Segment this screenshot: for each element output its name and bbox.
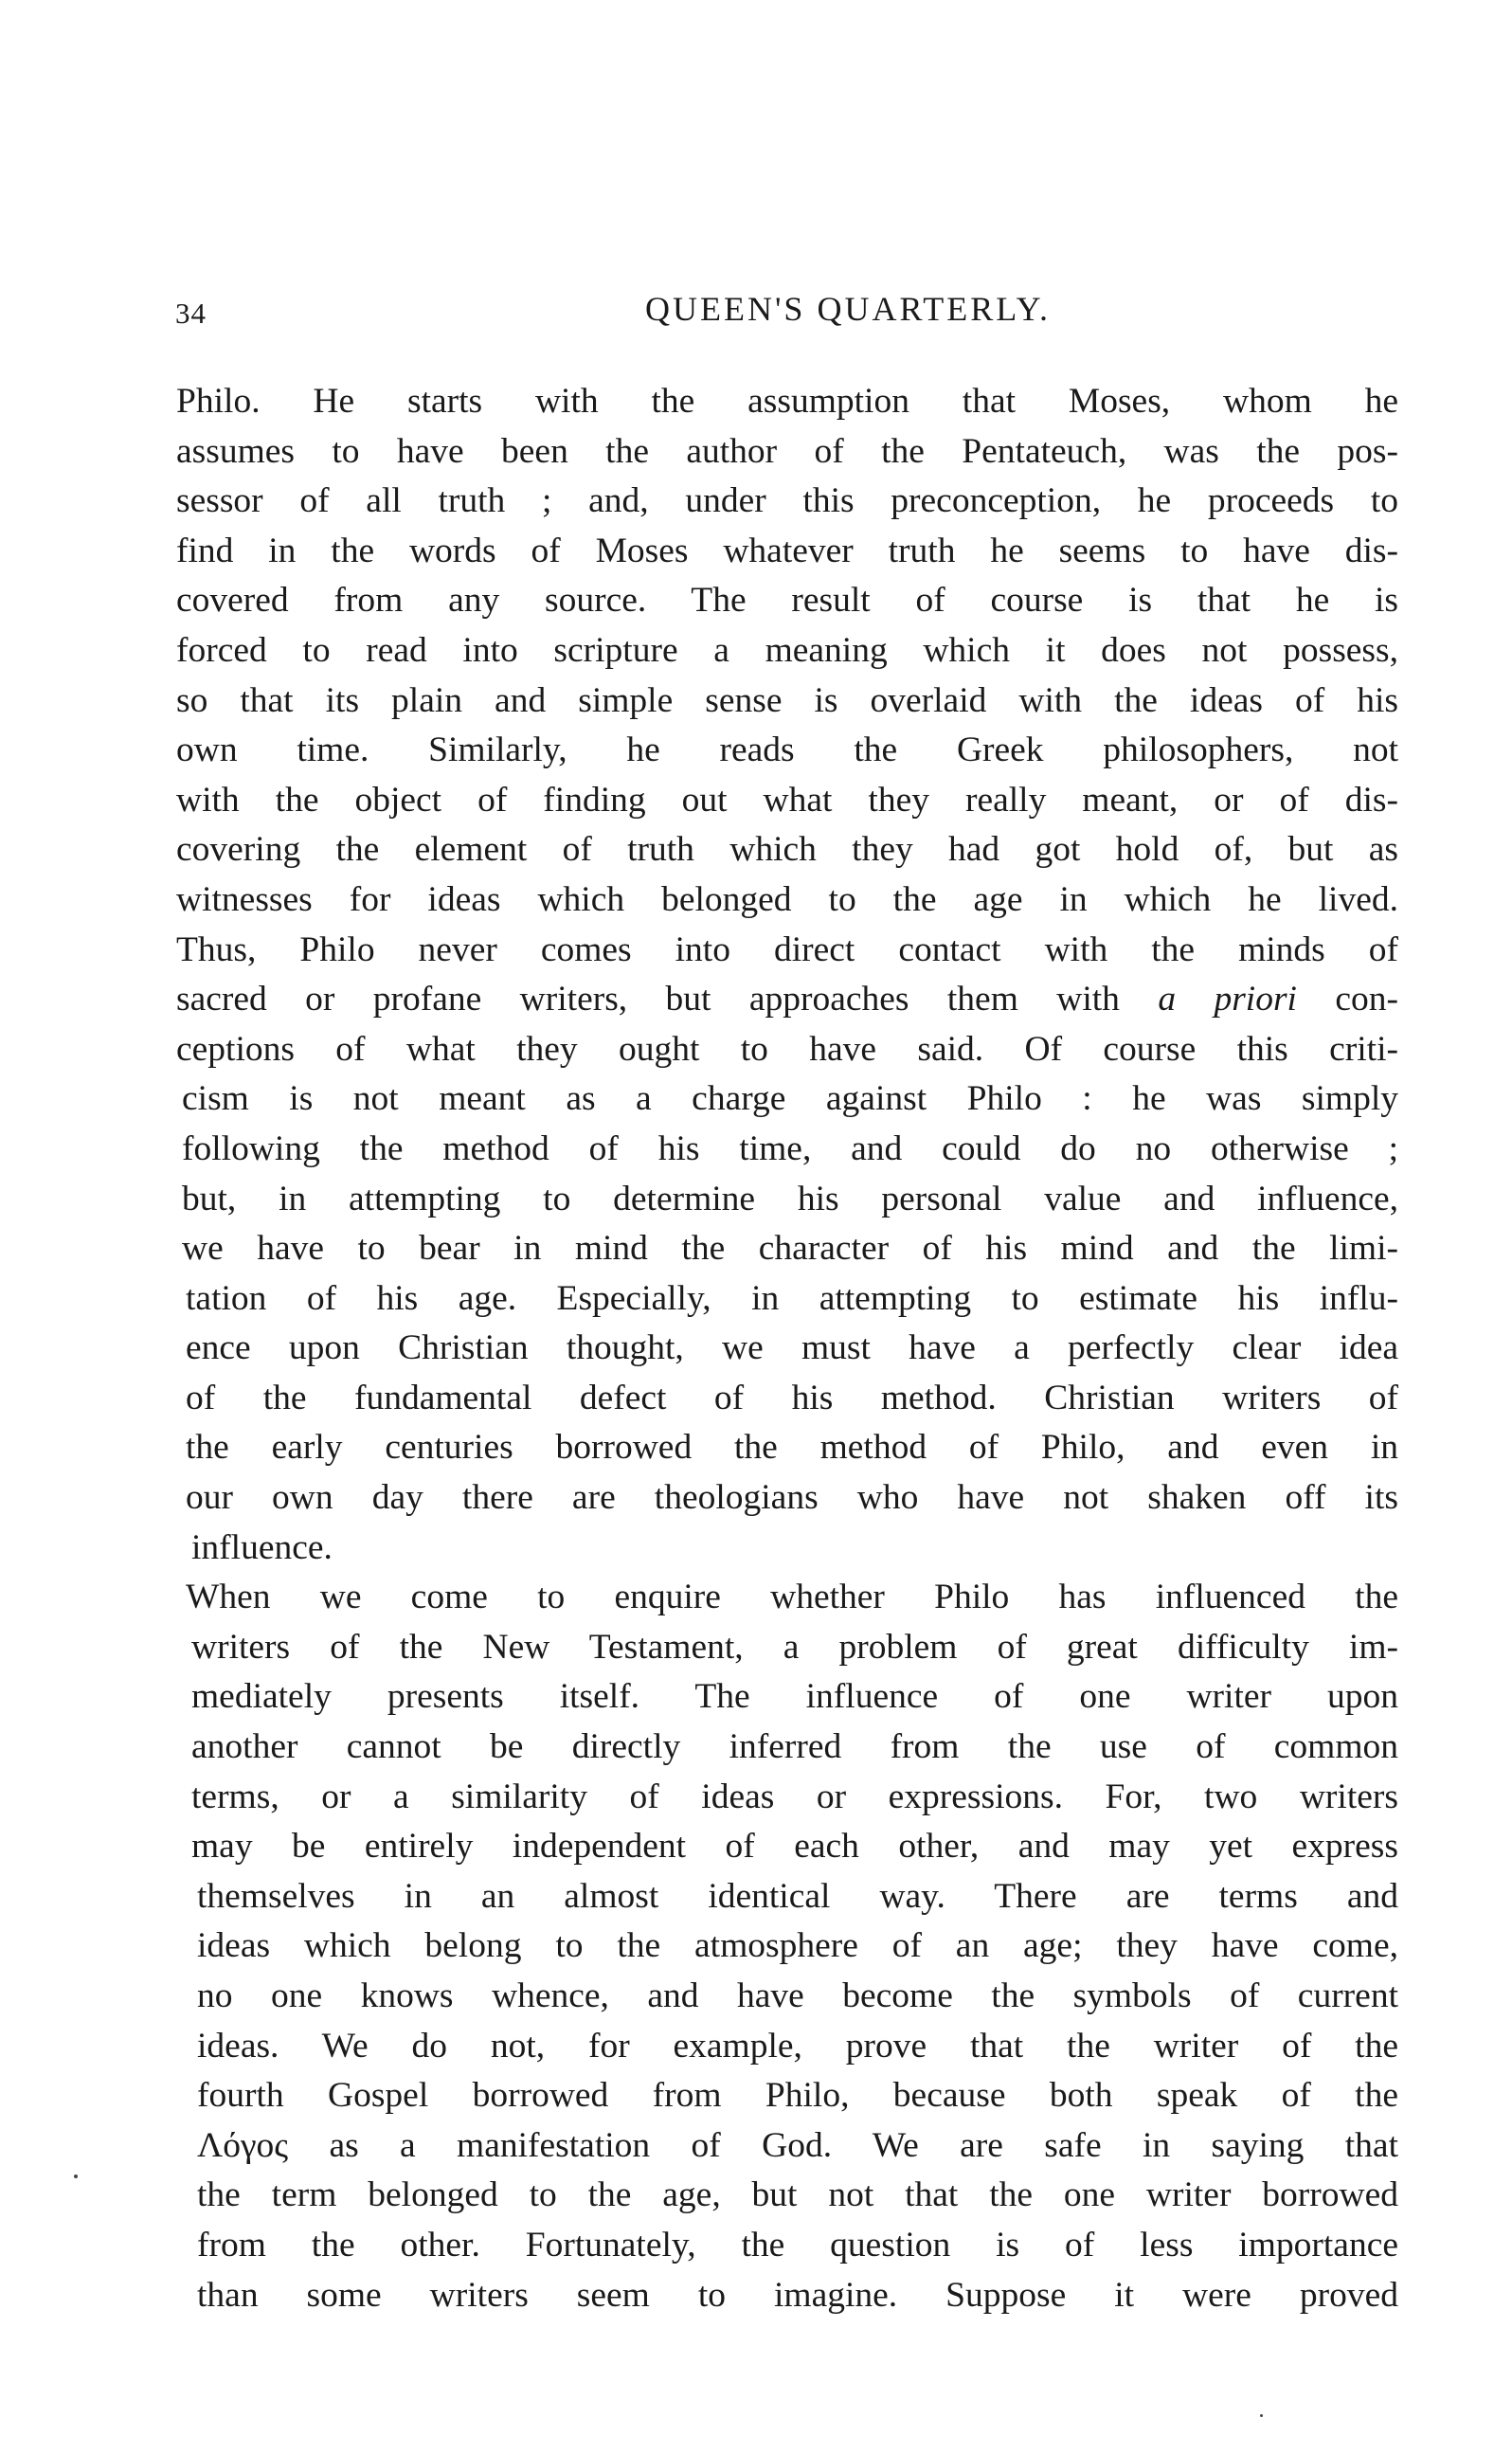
text-line: cism is not meant as a charge against Philo : he was simply bbox=[182, 1079, 1398, 1119]
text-line: following the method of his time, and could do no otherwise ; bbox=[182, 1128, 1398, 1168]
text-line: Λόγος as a manifestation of God. We are safe in saying that bbox=[197, 2125, 1398, 2165]
text-line: the early centuries borrowed the method of Philo, and even in bbox=[186, 1428, 1398, 1468]
text-line: than some writers seem to imagine. Suppose it were proved bbox=[197, 2275, 1398, 2315]
paragraph-1 bbox=[176, 377, 1398, 1573]
running-head: QUEEN'S QUARTERLY. bbox=[644, 290, 1052, 328]
paragraph-2 bbox=[176, 1573, 1398, 2320]
text-line: of the fundamental defect of his method. Christian writers of bbox=[186, 1378, 1398, 1417]
text-line: ence upon Christian thought, we must have a perfectly clear idea bbox=[186, 1328, 1398, 1368]
text-line: sacred or profane writers, but approaches them with a priori con- bbox=[176, 980, 1398, 1019]
text-line: mediately presents itself. The influence of one writer upon bbox=[191, 1677, 1398, 1717]
text-line: sessor of all truth ; and, under this preconception, he proceeds to bbox=[176, 481, 1398, 521]
text-line: so that its plain and simple sense is overlaid with the ideas of his bbox=[176, 680, 1398, 720]
text-line: ideas which belong to the atmosphere of an age; they have come, bbox=[197, 1926, 1398, 1966]
text-line: influence. bbox=[191, 1527, 333, 1567]
text-line: ideas. We do not, for example, prove that the writer of the bbox=[197, 2026, 1398, 2066]
italic-phrase: a priori bbox=[1158, 980, 1297, 1019]
text-line: themselves in an almost identical way. There are terms and bbox=[197, 1876, 1398, 1916]
text-line: Thus, Philo never comes into direct contact with the minds of bbox=[176, 929, 1398, 969]
text-line: no one knows whence, and have become the symbols of current bbox=[197, 1976, 1398, 2015]
text-line: our own day there are theologians who have not shaken off its bbox=[186, 1478, 1398, 1518]
text-line: with the object of finding out what they really meant, or of dis- bbox=[176, 780, 1398, 820]
page-number: 34 bbox=[175, 297, 207, 330]
text-line: tation of his age. Especially, in attempting to estimate his influ- bbox=[186, 1278, 1398, 1318]
text-line: but, in attempting to determine his personal value and influence, bbox=[182, 1179, 1398, 1218]
text-line: find in the words of Moses whatever truth he seems to have dis- bbox=[176, 531, 1398, 570]
text-line: covered from any source. The result of course is that he is bbox=[176, 581, 1398, 621]
text-line: fourth Gospel borrowed from Philo, because both speak of the bbox=[197, 2076, 1398, 2116]
text-line: we have to bear in mind the character of his mind and the limi- bbox=[182, 1229, 1398, 1269]
text-line: from the other. Fortunately, the question is of less importance bbox=[197, 2225, 1398, 2265]
page-header bbox=[175, 289, 1397, 336]
text-line: terms, or a similarity of ideas or expressions. For, two writers bbox=[191, 1777, 1398, 1816]
text-line: Philo. He starts with the assumption that Moses, whom he bbox=[176, 382, 1398, 421]
text-line: writers of the New Testament, a problem of great difficulty im- bbox=[191, 1627, 1398, 1667]
body-text bbox=[176, 377, 1398, 2320]
text-line: another cannot be directly inferred from the use of common bbox=[191, 1727, 1398, 1767]
text-line: may be entirely independent of each other, and may yet express bbox=[191, 1827, 1398, 1867]
scan-speck bbox=[74, 2174, 78, 2178]
text-line: own time. Similarly, he reads the Greek philosophers, not bbox=[176, 731, 1398, 770]
text-line: forced to read into scripture a meaning which it does not possess, bbox=[176, 630, 1398, 670]
text-line: covering the element of truth which they had got hold of, but as bbox=[176, 830, 1398, 870]
text-line: ceptions of what they ought to have said. Of course this criti- bbox=[176, 1029, 1398, 1069]
text-line: witnesses for ideas which belonged to the age in which he lived. bbox=[176, 879, 1398, 919]
text-line: When we come to enquire whether Philo has influenced the bbox=[186, 1578, 1398, 1617]
text-line: the term belonged to the age, but not that the one writer borrowed bbox=[197, 2175, 1398, 2215]
text-line: assumes to have been the author of the Pentateuch, was the pos- bbox=[176, 431, 1398, 471]
scan-speck bbox=[1260, 2414, 1263, 2417]
